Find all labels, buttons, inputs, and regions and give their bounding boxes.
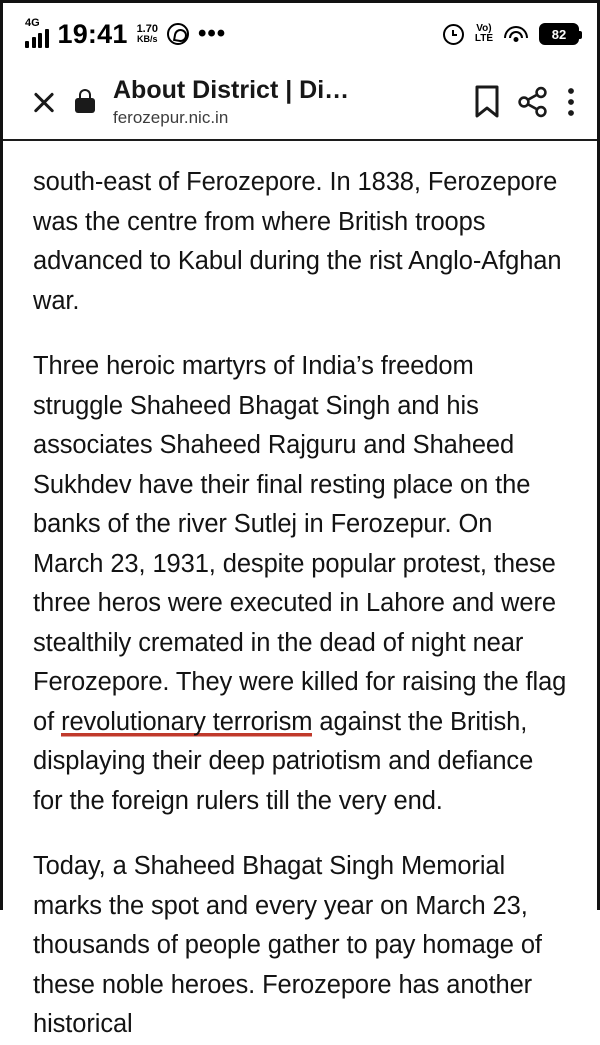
close-icon[interactable] xyxy=(29,87,59,117)
battery-level-label: 82 xyxy=(551,26,567,42)
page-title: About District | Di… xyxy=(113,76,350,105)
status-bar-left xyxy=(25,17,227,49)
share-icon[interactable] xyxy=(517,86,549,118)
whatsapp-icon xyxy=(167,23,189,45)
kebab-menu-icon[interactable] xyxy=(565,86,577,118)
bookmark-icon[interactable] xyxy=(473,85,501,119)
network-speed-indicator xyxy=(137,24,158,45)
wifi-icon xyxy=(504,25,528,43)
highlighted-phrase: revolutionary terrorism xyxy=(61,707,313,736)
paragraph-text: Today, a Shaheed Bhagat Singh Memorial marks the spot and every year on March 23, thousands of people gather to pay homage of these noble heroes. Ferozepore has another historical xyxy=(33,852,542,1039)
volte-icon xyxy=(475,24,493,45)
signal-bars-icon xyxy=(25,17,49,48)
paragraph-3 xyxy=(33,847,569,1045)
status-bar-right xyxy=(443,23,579,45)
browser-toolbar xyxy=(3,65,597,141)
paragraph-2 xyxy=(33,347,569,821)
status-clock: 19:41 xyxy=(57,18,128,49)
volte-line-1: Vo) xyxy=(476,22,492,34)
paragraph-text: Three heroic martyrs of India’s freedom struggle Shaheed Bhagat Singh and his associates Shaheed Rajguru and Shaheed Sukhdev have their final resting place on the banks of the river Sutlej in Ferozepur. On March 23, 1931, despite popular protest, these three heros were executed in Lahore and were stealthily cremated in the dead of night near Ferozepore. They were killed for raising the flag of xyxy=(33,352,567,736)
net-speed-unit: KB/s xyxy=(137,34,158,45)
paragraph-text: against the British, displaying their deep patriotism and defiance for the foreign rulers till the very end. xyxy=(33,707,534,815)
paragraph-1 xyxy=(33,163,569,321)
alarm-icon xyxy=(443,24,464,45)
paragraph-text: south-east of Ferozepore. In 1838, Ferozepore was the centre from where British troops advanced to Kabul during the rist Anglo-Afghan war. xyxy=(33,168,562,315)
more-status-icons: ••• xyxy=(197,20,227,48)
address-bar[interactable] xyxy=(111,76,457,128)
volte-line-2: LTE xyxy=(474,33,493,44)
network-type-label: 4G xyxy=(25,17,40,29)
net-speed-value: 1.70 xyxy=(136,22,158,35)
web-page-content xyxy=(3,141,597,1045)
battery-icon xyxy=(539,23,579,45)
status-bar xyxy=(3,3,597,65)
page-url: ferozepur.nic.in xyxy=(113,107,229,127)
lock-icon xyxy=(75,89,95,115)
